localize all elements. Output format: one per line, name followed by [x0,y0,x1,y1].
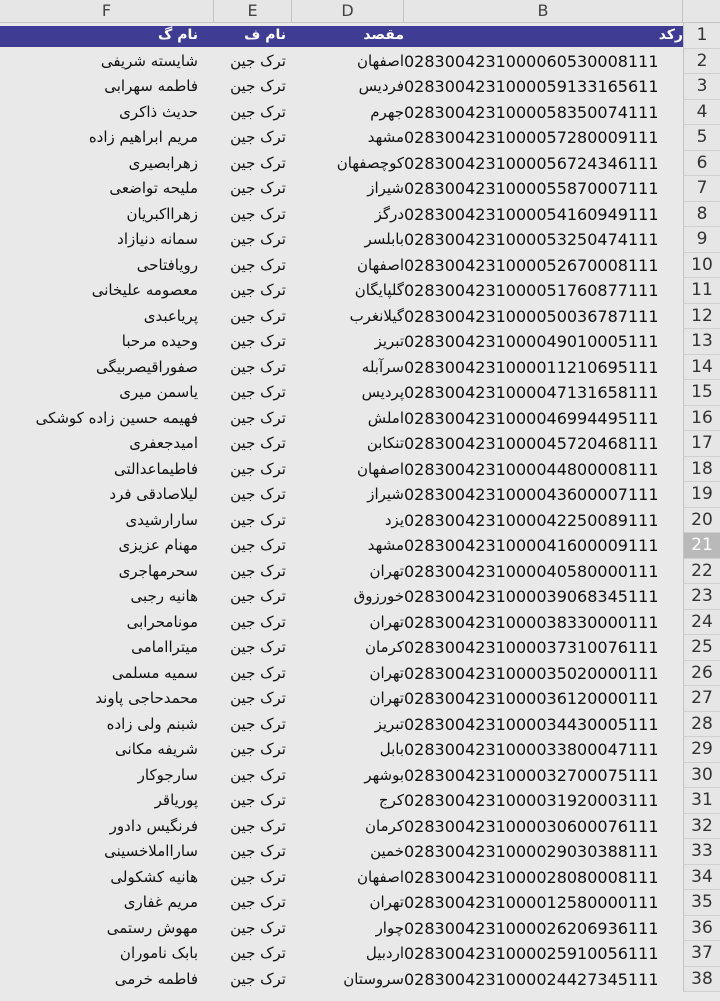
cell-last-name[interactable]: ترک جین [230,204,286,223]
row-number[interactable]: 17 [683,431,720,457]
cell-code[interactable]: 0283004231000026206936111 [404,918,659,938]
cell-first-name[interactable]: سمیه مسلمی [111,663,198,682]
column-header-d[interactable]: D [292,0,404,22]
cell-destination[interactable]: سرآبله [361,357,404,376]
cell-code[interactable]: 0283004231000056724346111 [404,153,659,173]
cell-destination[interactable]: اصفهان [357,255,404,274]
cell-destination[interactable]: املش [367,408,404,427]
cell-first-name[interactable]: مونامحرابی [126,612,198,631]
cell-last-name[interactable]: ترک جین [230,281,286,299]
row-number[interactable]: 36 [683,916,720,942]
row-number[interactable]: 12 [683,304,720,330]
row-number[interactable]: 20 [683,508,720,534]
row-number[interactable]: 13 [683,329,720,355]
cell-code[interactable]: 0283004231000054160949111 [404,204,659,224]
cell-destination[interactable]: یزد [384,510,404,529]
cell-last-name[interactable]: ترک جین [230,638,286,656]
cell-destination[interactable]: کرج [378,791,404,809]
cell-first-name[interactable]: محمدحاجی پاوند [95,689,198,707]
cell-last-name[interactable]: ترک جین [230,408,286,427]
cell-last-name[interactable]: ترک جین [230,179,286,197]
row-number[interactable]: 18 [683,457,720,483]
cell-code[interactable]: 0283004231000049010005111 [404,332,659,351]
cell-first-name[interactable]: سمانه دنیازاد [117,230,198,248]
cell-first-name[interactable]: یاسمن میری [119,383,198,401]
row-number[interactable]: 37 [683,941,720,967]
cell-code[interactable]: 0283004231000046994495111 [404,408,659,428]
cell-first-name[interactable]: مهنام عزیزی [118,536,198,554]
cell-last-name[interactable]: ترک جین [230,842,286,860]
cell-destination[interactable]: تهران [369,893,404,911]
cell-destination[interactable]: بابلسر [364,230,404,248]
cell-last-name[interactable]: ترک جین [230,612,286,631]
cell-last-name[interactable]: ترک جین [230,357,286,376]
cell-first-name[interactable]: ملیحه تواضعی [109,179,198,197]
cell-code[interactable]: 0283004231000044800008111 [404,459,659,479]
table-row [0,788,720,814]
cell-first-name[interactable]: شریفه مکانی [115,740,198,758]
cell-first-name[interactable]: مریم غفاری [123,893,198,911]
row-number[interactable]: 30 [683,763,720,789]
cell-code[interactable]: 0283004231000032700075111 [404,765,659,785]
cell-code[interactable]: 0283004231000059133165611 [404,77,659,96]
table-row [0,49,720,75]
cell-code[interactable]: 0283004231000037310076111 [404,638,659,657]
row-number[interactable]: 34 [683,865,720,891]
cell-first-name[interactable]: مریم ابراهیم زاده [88,128,198,146]
cell-code[interactable]: 0283004231000039068345111 [404,587,659,606]
cell-first-name[interactable]: صفوراقیصربیگی [96,357,198,376]
row-number[interactable]: 25 [683,635,720,661]
column-header-bar [0,0,720,23]
cell-code[interactable]: 0283004231000025910056111 [404,944,659,963]
table-row [0,967,720,993]
row-number[interactable]: 28 [683,712,720,738]
row-number[interactable]: 2 [683,49,720,75]
cell-last-name[interactable]: ترک جین [230,663,286,682]
table-row [0,482,720,508]
cell-destination[interactable]: شیراز [367,485,404,503]
row-number[interactable]: 14 [683,355,720,381]
cell-code[interactable]: 0283004231000038330000111 [404,612,659,632]
column-header-b[interactable]: B [404,0,683,22]
cell-code[interactable]: 0283004231000045720468111 [404,434,659,453]
cell-code[interactable]: 0283004231000030600076111 [404,816,659,836]
cell-last-name[interactable]: ترک جین [230,587,286,605]
table-row [0,763,720,789]
cell-last-name[interactable]: ترک جین [230,918,286,937]
sheet-rows [0,23,720,992]
cell-destination[interactable]: اردبیل [365,944,404,962]
table-row [0,227,720,253]
cell-destination[interactable]: کوچصفهان [336,153,404,172]
row-number[interactable]: 27 [683,686,720,712]
cell-code[interactable]: 0283004231000034430005111 [404,714,659,734]
table-row [0,100,720,126]
header-cell-first-name[interactable]: نام گ [158,27,198,43]
cell-last-name[interactable]: ترک جین [230,332,286,350]
cell-last-name[interactable]: ترک جین [230,153,286,172]
table-row [0,559,720,585]
header-cell-code[interactable]: رکد [658,27,683,43]
cell-first-name[interactable]: سارارشیدی [125,510,198,529]
cell-last-name[interactable]: ترک جین [230,689,286,707]
cell-first-name[interactable]: فهیمه حسین زاده کوشکی [35,408,198,427]
cell-code[interactable]: 0283004231000040580000111 [404,561,659,581]
table-row [0,686,720,712]
table-row [0,508,720,534]
cell-first-name[interactable]: شبنم ولی زاده [106,714,198,733]
row-number[interactable]: 19 [683,482,720,508]
cell-code[interactable]: 0283004231000047131658111 [404,383,659,402]
cell-first-name[interactable]: معصومه علیخانی [91,281,198,299]
cell-destination[interactable]: گلپایگان [354,281,404,299]
table-header-row [0,23,720,49]
cell-last-name[interactable]: ترک جین [230,867,286,886]
cell-last-name[interactable]: ترک جین [230,740,286,758]
cell-last-name[interactable]: ترک جین [230,255,286,274]
table-row [0,584,720,610]
table-row [0,737,720,763]
table-row [0,610,720,636]
table-row [0,329,720,355]
cell-last-name[interactable]: ترک جین [230,51,286,70]
cell-code[interactable]: 0283004231000058350074111 [404,102,659,122]
cell-last-name[interactable]: ترک جین [230,434,286,452]
row-number[interactable]: 4 [683,100,720,126]
cell-destination[interactable]: کرمان [364,638,404,656]
cell-code[interactable]: 0283004231000031920003111 [404,791,659,810]
table-row [0,916,720,942]
cell-code[interactable]: 0283004231000011210695111 [404,357,659,377]
cell-destination[interactable]: اصفهان [357,867,404,886]
table-row [0,304,720,330]
cell-last-name[interactable]: ترک جین [230,536,286,554]
table-row [0,814,720,840]
table-row [0,151,720,177]
row-number[interactable]: 29 [683,737,720,763]
row-number[interactable]: 38 [683,967,720,993]
cell-code[interactable]: 0283004231000055870007111 [404,179,659,198]
cell-code[interactable]: 0283004231000057280009111 [404,128,659,147]
cell-last-name[interactable]: ترک جین [230,485,286,503]
cell-first-name[interactable]: شایسته شریفی [100,51,198,70]
row-number[interactable]: 33 [683,839,720,865]
row-number[interactable]: 10 [683,253,720,279]
cell-destination[interactable]: درگز [374,204,404,223]
cell-destination[interactable]: شیراز [367,179,404,197]
row-number[interactable]: 1 [683,23,720,49]
cell-last-name[interactable]: ترک جین [230,102,286,121]
cell-code[interactable]: 0283004231000033800047111 [404,740,659,759]
cell-code[interactable]: 0283004231000012580000111 [404,893,659,912]
row-number[interactable]: 32 [683,814,720,840]
cell-first-name[interactable]: سحرمهاجری [118,561,198,580]
cell-code[interactable]: 0283004231000043600007111 [404,485,659,504]
cell-first-name[interactable]: لیلاصادقی فرد [109,485,198,503]
cell-last-name[interactable]: ترک جین [230,306,286,325]
cell-destination[interactable]: سروستان [343,969,404,988]
table-row [0,406,720,432]
row-number[interactable]: 8 [683,202,720,228]
table-row [0,431,720,457]
cell-first-name[interactable]: سارااملاخسینی [104,842,198,860]
row-number[interactable]: 21 [683,533,720,559]
row-number[interactable]: 9 [683,227,720,253]
row-number[interactable]: 23 [683,584,720,610]
cell-destination[interactable]: اصفهان [357,51,404,70]
cell-last-name[interactable]: ترک جین [230,459,286,478]
table-row [0,74,720,100]
row-number[interactable]: 7 [683,176,720,202]
cell-destination[interactable]: جهرم [370,102,404,121]
table-row [0,253,720,279]
cell-destination[interactable]: تهران [369,561,404,580]
cell-first-name[interactable]: وحیده مرحبا [121,332,198,350]
cell-destination[interactable]: تهران [369,689,404,707]
cell-destination[interactable]: اصفهان [357,459,404,478]
row-number[interactable]: 11 [683,278,720,304]
cell-destination[interactable]: فردیس [358,77,404,95]
cell-last-name[interactable]: ترک جین [230,128,286,146]
cell-code[interactable]: 0283004231000024427345111 [404,969,659,989]
cell-code[interactable]: 0283004231000053250474111 [404,230,659,249]
cell-last-name[interactable]: ترک جین [230,816,286,835]
select-all-corner[interactable] [683,0,720,22]
cell-first-name[interactable]: هانیه رجبی [130,587,198,605]
cell-destination[interactable]: خمین [370,842,404,860]
table-row [0,839,720,865]
table-row [0,457,720,483]
cell-destination[interactable]: مشهد [367,128,404,146]
cell-code[interactable]: 0283004231000029030388111 [404,842,659,861]
row-number[interactable]: 6 [683,151,720,177]
cell-destination[interactable]: بابل [379,740,404,758]
cell-code[interactable]: 0283004231000041600009111 [404,536,659,555]
header-cell-destination[interactable]: مقصد [363,27,404,43]
cell-last-name[interactable]: ترک جین [230,893,286,911]
cell-destination[interactable]: خورزوق [353,587,404,605]
cell-first-name[interactable]: بابک ناموران [119,944,198,962]
cell-code[interactable]: 0283004231000052670008111 [404,255,659,275]
cell-destination[interactable]: چوار [375,918,404,937]
table-row [0,661,720,687]
cell-first-name[interactable]: میتراامامی [131,638,198,656]
cell-destination[interactable]: گیلانغرب [349,306,404,325]
cell-last-name[interactable]: ترک جین [230,765,286,784]
cell-first-name[interactable]: حدیث ذاکری [119,102,198,121]
cell-first-name[interactable]: فاطیماعدالتی [113,459,198,478]
cell-first-name[interactable]: فرنگیس دادور [109,816,198,835]
cell-destination[interactable]: تنکابن [366,434,404,452]
cell-last-name[interactable]: ترک جین [230,77,286,95]
cell-destination[interactable]: کرمان [364,816,404,835]
row-number[interactable]: 35 [683,890,720,916]
cell-last-name[interactable]: ترک جین [230,561,286,580]
cell-first-name[interactable]: پوریاقر [154,791,198,809]
row-number[interactable]: 31 [683,788,720,814]
cell-first-name[interactable]: زهرابصیری [128,153,198,172]
cell-first-name[interactable]: سارجوکار [137,765,198,784]
table-row [0,533,720,559]
cell-code[interactable]: 0283004231000042250089111 [404,510,659,530]
column-header-e[interactable]: E [214,0,292,22]
cell-last-name[interactable]: ترک جین [230,383,286,401]
row-number[interactable]: 5 [683,125,720,151]
cell-last-name[interactable]: ترک جین [230,944,286,962]
cell-first-name[interactable]: پریاعبدی [143,306,198,325]
table-row [0,278,720,304]
cell-destination[interactable]: مشهد [367,536,404,554]
cell-destination[interactable]: پردیس [361,383,404,401]
row-number[interactable]: 22 [683,559,720,585]
cell-first-name[interactable]: مهوش رستمی [106,918,198,937]
cell-last-name[interactable]: ترک جین [230,230,286,248]
table-row [0,941,720,967]
row-number[interactable]: 26 [683,661,720,687]
cell-destination[interactable]: تهران [369,612,404,631]
cell-last-name[interactable]: ترک جین [230,969,286,988]
cell-code[interactable]: 0283004231000036120000111 [404,689,659,708]
table-row [0,712,720,738]
table-row [0,865,720,891]
cell-last-name[interactable]: ترک جین [230,510,286,529]
table-row [0,125,720,151]
column-header-f[interactable]: F [0,0,214,22]
cell-destination[interactable]: تبریز [374,714,404,733]
row-number[interactable]: 3 [683,74,720,100]
table-row [0,380,720,406]
table-row [0,202,720,228]
cell-first-name[interactable]: امیدجعفری [129,434,198,452]
cell-first-name[interactable]: فاطمه خرمی [114,969,198,988]
cell-code[interactable]: 0283004231000050036787111 [404,306,659,326]
table-row [0,635,720,661]
cell-destination[interactable]: تبریز [374,332,404,350]
cell-destination[interactable]: تهران [369,663,404,682]
cell-first-name[interactable]: زهرااکبریان [126,204,198,223]
cell-first-name[interactable]: رویافتاحی [136,255,198,274]
table-row [0,355,720,381]
cell-last-name[interactable]: ترک جین [230,714,286,733]
cell-code[interactable]: 0283004231000060530008111 [404,51,659,71]
header-cell-last-name[interactable]: نام ف [244,27,286,43]
cell-code[interactable]: 0283004231000035020000111 [404,663,659,683]
row-number[interactable]: 24 [683,610,720,636]
cell-first-name[interactable]: هانیه کشکولی [110,867,198,886]
cell-destination[interactable]: بوشهر [364,765,404,784]
cell-code[interactable]: 0283004231000051760877111 [404,281,659,300]
cell-code[interactable]: 0283004231000028080008111 [404,867,659,887]
row-number[interactable]: 16 [683,406,720,432]
table-row [0,176,720,202]
table-row [0,890,720,916]
row-number[interactable]: 15 [683,380,720,406]
cell-first-name[interactable]: فاطمه سهرابی [104,77,198,95]
cell-last-name[interactable]: ترک جین [230,791,286,809]
